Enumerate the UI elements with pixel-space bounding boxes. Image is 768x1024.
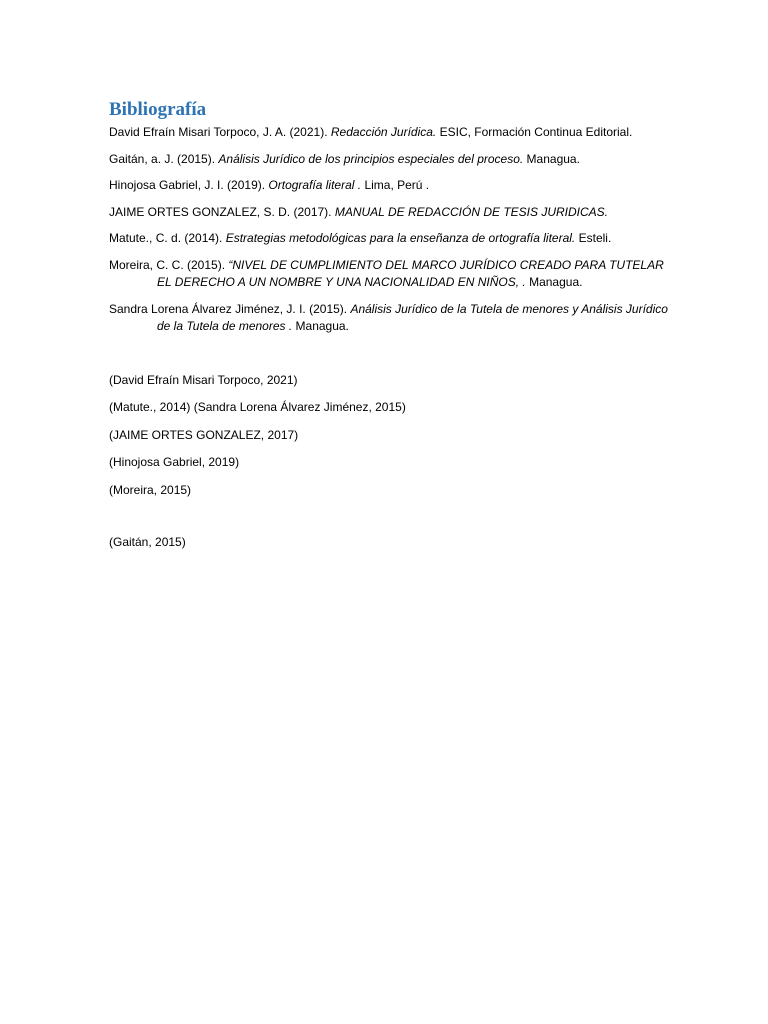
reference-author: Gaitán, a. J. (2015).	[109, 151, 219, 166]
reference-title: “NIVEL DE CUMPLIMIENTO DEL MARCO JURÍDICO CREADO PARA TUTELAR EL DERECHO A UN NOMBRE Y UNA NACIONALIDAD EN NIÑOS, .	[157, 257, 664, 289]
document-page	[109, 98, 669, 562]
reference-author: David Efraín Misari Torpoco, J. A. (2021).	[109, 125, 331, 139]
reference-entry	[109, 151, 669, 169]
reference-list	[109, 124, 669, 336]
citation-item: (Gaitán, 2015)	[109, 535, 186, 549]
citation-item: (JAIME ORTES GONZALEZ, 2017)	[109, 427, 299, 442]
reference-entry	[109, 257, 669, 292]
reference-publisher: Esteli.	[575, 231, 612, 245]
reference-entry	[109, 301, 669, 336]
reference-publisher: Managua.	[523, 151, 580, 166]
reference-entry	[109, 124, 669, 142]
reference-title: Análisis Jurídico de los principios especiales del proceso.	[218, 151, 524, 166]
reference-title: Análisis Jurídico de la Tutela de menores y Análisis Jurídico de la Tutela de menores .	[157, 301, 668, 333]
citation-item: (Hinojosa Gabriel, 2019)	[109, 455, 240, 469]
reference-publisher: Lima, Perú .	[361, 178, 430, 192]
citation-item: (Moreira, 2015)	[109, 482, 192, 497]
reference-entry	[109, 230, 669, 248]
reference-author: Moreira, C. C. (2015).	[109, 257, 229, 272]
citation-list	[109, 372, 669, 552]
reference-entry	[109, 177, 669, 195]
reference-entry	[109, 204, 669, 222]
reference-title: MANUAL DE REDACCIÓN DE TESIS JURIDICAS.	[334, 204, 609, 219]
reference-title: Redacción Jurídica.	[330, 125, 437, 139]
reference-title: Estrategias metodológicas para la enseñanza de ortografía literal.	[225, 231, 576, 245]
reference-author: JAIME ORTES GONZALEZ, S. D. (2017).	[109, 204, 335, 219]
reference-author: Sandra Lorena Álvarez Jiménez, J. I. (2015).	[109, 301, 351, 316]
bibliography-heading: Bibliografía	[109, 99, 207, 120]
reference-publisher: Managua.	[525, 275, 583, 289]
reference-author: Hinojosa Gabriel, J. I. (2019).	[109, 178, 269, 192]
reference-publisher: ESIC, Formación Continua Editorial.	[436, 125, 633, 139]
citation-item: (David Efraín Misari Torpoco, 2021)	[109, 372, 298, 387]
reference-author: Matute., C. d. (2014).	[109, 231, 226, 245]
citation-item: (Matute., 2014) (Sandra Lorena Álvarez Jiménez, 2015)	[109, 400, 406, 414]
reference-publisher: Managua.	[292, 319, 349, 333]
reference-title: Ortografía literal .	[268, 178, 362, 192]
